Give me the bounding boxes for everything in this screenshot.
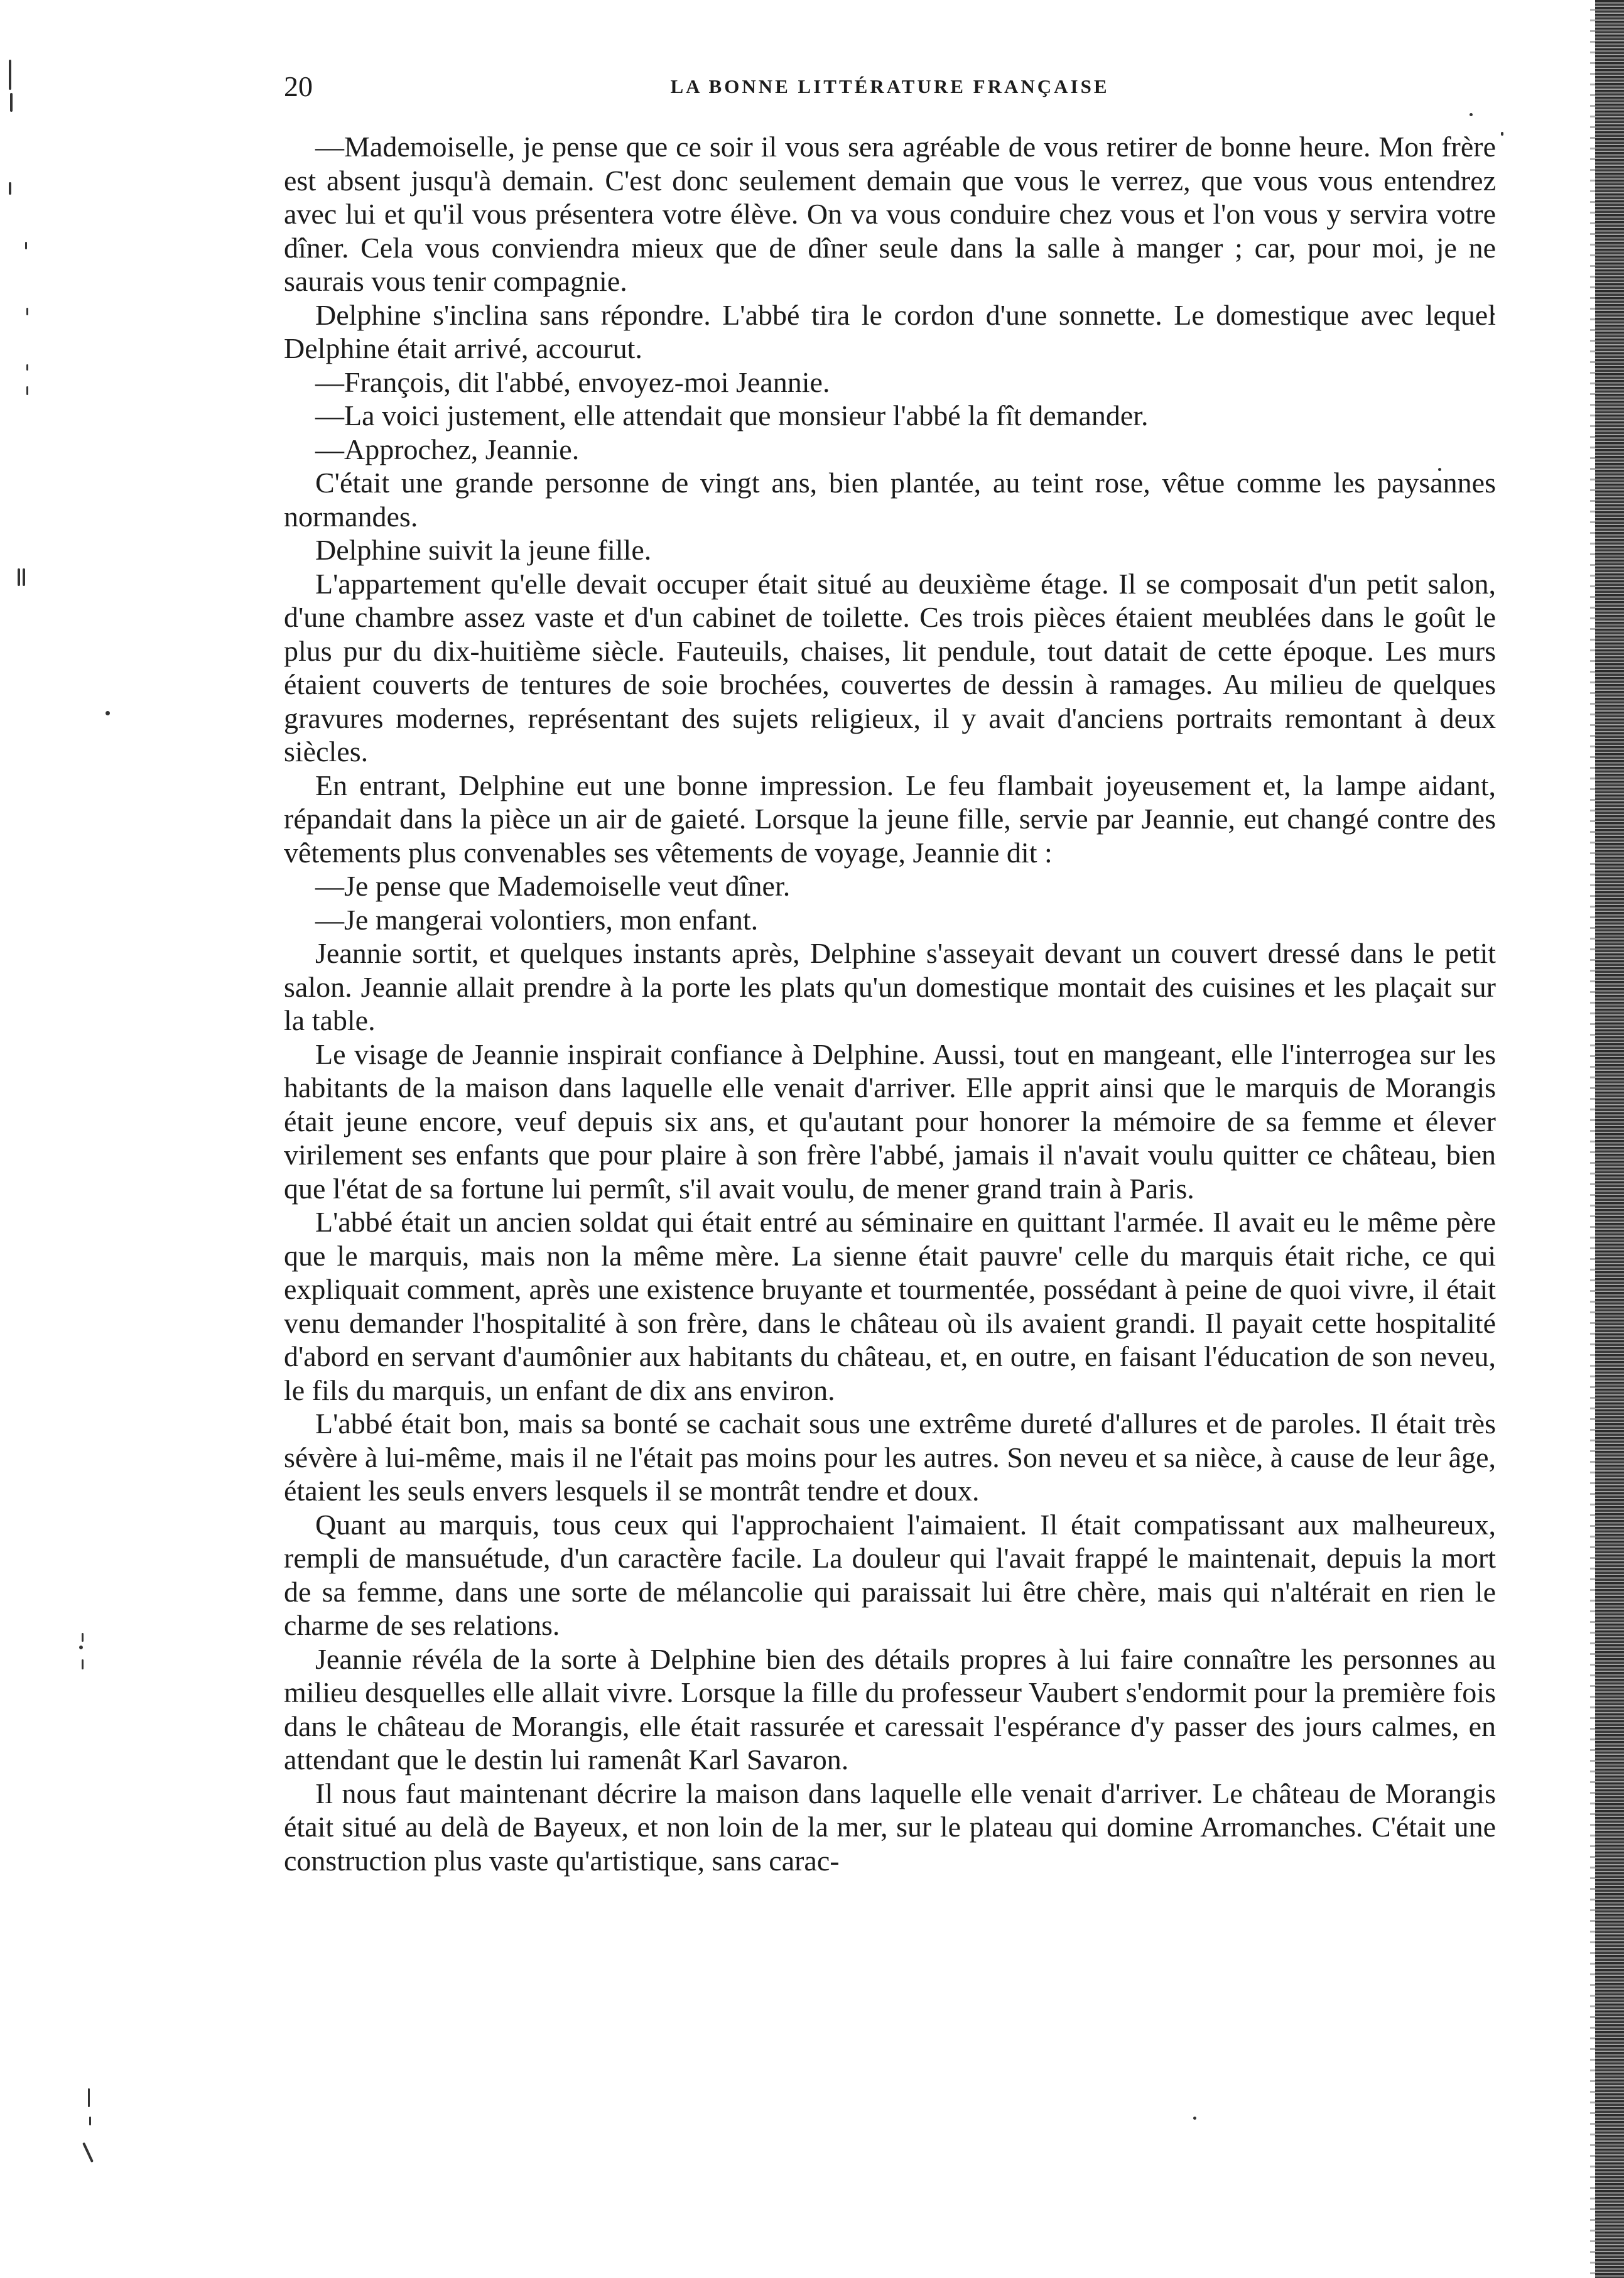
- text-speck: [1470, 113, 1473, 116]
- text-speck: [1501, 132, 1503, 136]
- body-text: [284, 130, 1496, 1877]
- paragraph: —Je pense que Mademoiselle veut dîner.: [315, 870, 791, 902]
- paragraph: Le visage de Jeannie inspirait confiance à Delphine. Aussi, tout en mangeant, elle l'interrogea sur les habitants de la maison dans laquelle elle venait d'arriver. Elle apprit ainsi que le marquis de Morangis était jeune encore, veuf depuis six ans, et qu'autant pour honorer la mémoire de sa femme et élever virilement ses enfants que pour plaire à son frère l'abbé, jamais il n'avait voulu quitter ce château, bien que l'état de sa fortune lui permît, s'il avait voulu, de mener grand train à Paris.: [284, 1038, 1496, 1205]
- paragraph: Il nous faut maintenant décrire la maison dans laquelle elle venait d'arriver. Le château de Morangis était situé au delà de Bayeux, et non loin de la mer, sur le plateau qui domine Arromanches. C'était une construction plus vaste qu'artistique, sans carac-: [284, 1777, 1496, 1877]
- left-margin-marks: [0, 0, 119, 2278]
- margin-speck: [9, 60, 11, 90]
- margin-speck: [89, 2117, 91, 2125]
- margin-speck: [79, 1646, 83, 1649]
- margin-speck: [82, 1633, 84, 1642]
- margin-speck: [18, 568, 20, 586]
- margin-speck: [26, 386, 28, 395]
- running-title: LA BONNE LITTÉRATURE FRANÇAISE: [670, 75, 1110, 97]
- paragraph: C'était une grande personne de vingt ans, bien plantée, au teint rose, vêtue comme les paysannes normandes.: [284, 467, 1496, 533]
- text-speck: [1193, 2117, 1196, 2120]
- margin-speck: [82, 2142, 94, 2163]
- page-header: [284, 68, 1496, 106]
- margin-speck: [23, 568, 25, 586]
- paragraph: —Mademoiselle, je pense que ce soir il vous sera agréable de vous retirer de bonne heure. Mon frère est absent jusqu'à demain. C'est donc seulement demain que vous le verrez, que vous vous entendrez avec lui et qu'il vous présentera votre élève. On va vous conduire chez vous et l'on vous y servira votre dîner. Cela vous conviendra mieux que de dîner seule dans la salle à manger ; car, pour moi, je ne saurais vous tenir compagnie.: [284, 131, 1496, 297]
- margin-speck: [26, 364, 28, 371]
- paragraph: L'appartement qu'elle devait occuper était situé au deuxième étage. Il se composait d'un petit salon, d'une chambre assez vaste et d'un cabinet de toilette. Ces trois pièces étaient meublées dans le goût le plus pur du dix-huitième siècle. Fauteuils, chaises, lit pendule, tout datait de cette époque. Les murs étaient couverts de tentures de soie brochées, couvertes de dessin à ramages. Au milieu de quelques gravures modernes, représentant des sujets religieux, il y avait d'anciens portraits remontant à deux siècles.: [284, 567, 1496, 767]
- paragraph: Jeannie sortit, et quelques instants après, Delphine s'asseyait devant un couvert dressé dans le petit salon. Jeannie allait prendre à la porte les plats qu'un domestique montait des cuisines et les plaçait sur la table.: [284, 937, 1496, 1036]
- paragraph: —Approchez, Jeannie.: [315, 433, 580, 465]
- paragraph: En entrant, Delphine eut une bonne impression. Le feu flambait joyeusement et, la lampe aidant, répandait dans la pièce un air de gaieté. Lorsque la jeune fille, servie par Jeannie, eut changé contre des vêtements plus convenables ses vêtements de voyage, Jeannie dit :: [284, 769, 1496, 869]
- paragraph: Jeannie révéla de la sorte à Delphine bien des détails propres à lui faire connaître les personnes au milieu desquelles elle allait vivre. Lorsque la fille du professeur Vaubert s'endormit pour la première fois dans le château de Morangis, elle était rassurée et caressait l'espérance d'y passer des jours calmes, en attendant que le destin lui ramenât Karl Savaron.: [284, 1642, 1496, 1776]
- margin-speck: [25, 242, 27, 249]
- page-number: 20: [284, 70, 313, 102]
- margin-speck: [82, 1659, 84, 1669]
- paragraph: Quant au marquis, tous ceux qui l'approchaient l'aimaient. Il était compatissant aux malheureux, rempli de mansuétude, d'un caractère facile. La douleur qui l'avait frappé le maintenait, depuis la mort de sa femme, dans une sorte de mélancolie qui paraissait lui être chère, mais qui n'altérait en rien le charme de ses relations.: [284, 1508, 1496, 1641]
- paragraph: Delphine suivit la jeune fille.: [315, 534, 652, 566]
- margin-speck: [106, 711, 110, 715]
- paragraph: Delphine s'inclina sans répondre. L'abbé tira le cordon d'une sonnette. Le domestique avec lequel Delphine était arrivé, accourut.: [284, 298, 1496, 364]
- margin-speck: [9, 182, 11, 195]
- page-edge-shadow: [1595, 0, 1624, 2278]
- paragraph: —François, dit l'abbé, envoyez-moi Jeannie.: [315, 366, 830, 398]
- paragraph: —Je mangerai volontiers, mon enfant.: [315, 903, 759, 936]
- paragraph: L'abbé était un ancien soldat qui était entré au séminaire en quittant l'armée. Il avait eu le même père que le marquis, mais non la même mère. La sienne était pauvre' celle du marquis était riche, ce qui expliquait comment, après une existence bruyante et tourmentée, possédant à peine de quoi vivre, il était venu demander l'hospitalité à son frère, dans le château où ils avaient grandi. Il payait cette hospitalité d'abord en servant d'aumônier aux habitants du château, et, en outre, en faisant l'éducation de son neveu, le fils du marquis, un enfant de dix ans environ.: [284, 1206, 1496, 1406]
- paragraph: L'abbé était bon, mais sa bonté se cachait sous une extrême dureté d'allures et de paroles. Il était très sévère à lui-même, mais il ne l'était pas moins pour les autres. Son neveu et sa nièce, à cause de leur âge, étaient les seuls envers lesquels il se montrât tendre et doux.: [284, 1407, 1496, 1507]
- margin-speck: [26, 308, 28, 315]
- margin-speck: [10, 93, 13, 112]
- paragraph: —La voici justement, elle attendait que monsieur l'abbé la fît demander.: [315, 399, 1149, 431]
- margin-speck: [88, 2088, 90, 2107]
